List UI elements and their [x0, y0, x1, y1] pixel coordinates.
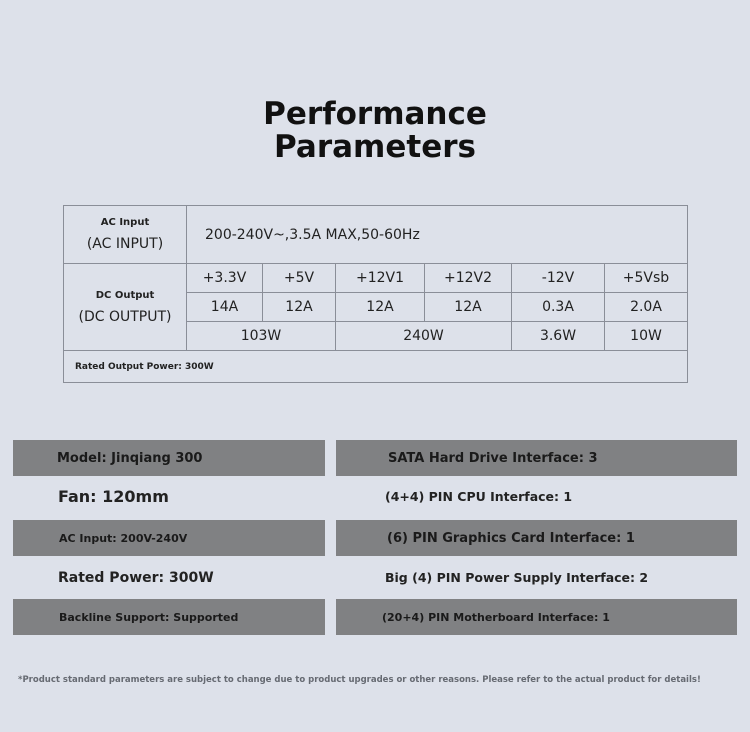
- rated-power-text: Rated Power: 300W: [58, 570, 214, 586]
- power-cell: 240W: [336, 322, 512, 351]
- power-cell: 3.6W: [512, 322, 605, 351]
- sata-text: SATA Hard Drive Interface: 3: [388, 450, 598, 466]
- ac-input-label-paren: (AC INPUT): [86, 236, 164, 252]
- motherboard-text: (20+4) PIN Motherboard Interface: 1: [382, 610, 610, 624]
- power-cell: 103W: [187, 322, 336, 351]
- performance-table: [63, 205, 688, 383]
- dc-output-label-paren: (DC OUTPUT): [78, 308, 172, 325]
- current-cell: 0.3A: [512, 293, 605, 322]
- dc-output-label-en: DC Output: [95, 289, 155, 301]
- ac-input-bar: [13, 520, 325, 556]
- model-bar: [13, 440, 325, 476]
- ac-input-label-en: AC Input: [100, 217, 150, 228]
- motherboard-bar: [336, 599, 737, 635]
- backline-bar: [13, 599, 325, 635]
- ac-input-row: [64, 206, 688, 264]
- page-title: [0, 98, 750, 164]
- cpu-text: (4+4) PIN CPU Interface: 1: [385, 489, 573, 504]
- rated-row: [64, 351, 688, 383]
- current-cell: 2.0A: [605, 293, 688, 322]
- model-text: Model: Jinqiang 300: [57, 450, 203, 466]
- title-line-2: Parameters: [274, 129, 476, 165]
- gpu-bar: [336, 520, 737, 556]
- rail-cell: +5V: [263, 264, 336, 293]
- current-cell: 12A: [263, 293, 336, 322]
- ac-input-label: [64, 206, 187, 264]
- rail-cell: +5Vsb: [605, 264, 688, 293]
- rail-row: [64, 264, 688, 293]
- rail-cell: +12V2: [425, 264, 512, 293]
- dc-output-label: [64, 264, 187, 351]
- power-cell: 10W: [605, 322, 688, 351]
- big4pin-text: Big (4) PIN Power Supply Interface: 2: [385, 570, 649, 585]
- ac-input-value: 200-240V~,3.5A MAX,50-60Hz: [187, 206, 688, 264]
- rail-cell: +12V1: [336, 264, 425, 293]
- rated-output-power: Rated Output Power: 300W: [64, 351, 688, 383]
- gpu-text: (6) PIN Graphics Card Interface: 1: [387, 530, 635, 546]
- rail-cell: -12V: [512, 264, 605, 293]
- title-line-1: Performance: [263, 96, 487, 132]
- backline-text: Backline Support: Supported: [59, 610, 239, 624]
- fan-text: Fan: 120mm: [58, 487, 169, 506]
- footnote: *Product standard parameters are subject to change due to product upgrades or other reasons. Please refer to the actual product for details!: [18, 675, 701, 685]
- rail-cell: +3.3V: [187, 264, 263, 293]
- current-cell: 12A: [425, 293, 512, 322]
- current-cell: 12A: [336, 293, 425, 322]
- sata-bar: [336, 440, 737, 476]
- current-cell: 14A: [187, 293, 263, 322]
- ac-input-text: AC Input: 200V-240V: [59, 531, 188, 545]
